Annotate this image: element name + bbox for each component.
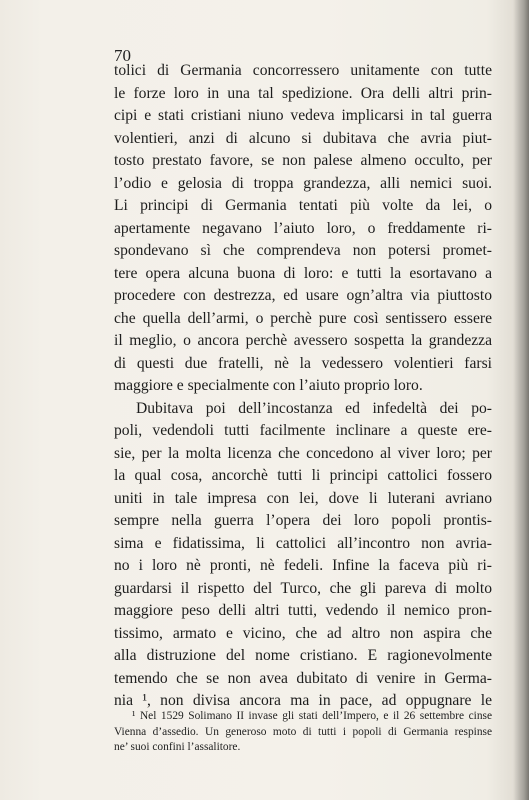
text-line: di questi due fratelli, nè la vedessero volentieri farsi [114, 354, 492, 372]
text-line: uniti in tale impresa con lei, dove li luterani avriano [114, 489, 492, 507]
text-line: Li principi di Germania tentati più volte da lei, o [114, 197, 492, 214]
text-line: sie, per la molta licenza che concedono al viver loro; per [114, 444, 492, 462]
text-line: nia ¹, non divisa ancora ma in pace, ad oppugnare le [114, 692, 492, 709]
footnote [114, 709, 492, 756]
text-line: spondevano sì che comprendeva non potersi promet- [114, 242, 492, 259]
text-line: Dubitava poi dell’incostanza ed infedeltà dei po- [136, 399, 492, 417]
text-line: che quella dell’armi, o perchè pure così sentissero essere [114, 309, 492, 327]
text-line: cipi e stati cristiani niuno vedeva implicarsi in tal guerra [114, 107, 492, 124]
text-line: volentieri, anzi di alcuno si dubitava che avria piut- [114, 129, 492, 147]
text-line: l’odio e gelosia di troppa grandezza, alli nemici suoi. [114, 174, 492, 192]
text-line: tissimo, armato e vicino, che ad altro non aspira che [114, 624, 492, 642]
text-line: tolici di Germania concorressero unitamente con tutte [114, 62, 492, 79]
paragraph-2 [114, 398, 492, 713]
text-line: no i loro nè pronti, nè fedeli. Infine la faceva più ri- [114, 557, 492, 574]
text-line: poli, vedendoli tutti facilmente inclinare a queste ere- [114, 422, 492, 439]
text-line: sempre nella guerra l’opera dei loro popoli prontis- [114, 512, 492, 529]
text-line: sima e fidatissima, li cattolici all’incontro non avria- [114, 534, 492, 552]
footnote-line: ne’ suoi confini l’assalitore. [114, 741, 241, 753]
footnote-line: Vienna d’assedio. Un generoso moto di tutti i popoli di Germania respinse [114, 725, 492, 738]
text-line: tosto prestato favore, se non palese almeno occulto, per [114, 152, 492, 169]
text-line: la qual cosa, ancorchè tutti li principi cattolici fossero [114, 467, 492, 484]
text-line: le forze loro in una tal spedizione. Ora delli altri prin- [114, 84, 492, 102]
text-line: il meglio, o ancora perchè avessero sospetta la grandezza [114, 332, 492, 349]
text-line: tere opera alcuna buona di loro: e tutti la esortavano a [114, 264, 492, 282]
text-line: apertamente negavano l’aiuto loro, o freddamente ri- [114, 219, 492, 237]
page-number: 70 [114, 46, 131, 65]
footnote-line: ¹ Nel 1529 Solimano II invase gli stati dell’Impero, e il 26 settembre cinse [132, 710, 492, 722]
text-line: procedere con destrezza, ed usare ogn’altra via piuttosto [114, 287, 492, 304]
text-line: maggiore peso delli altri tutti, vedendo il nemico pron- [114, 602, 492, 619]
text-line: guardarsi il rispetto del Turco, che gli pareva di molto [114, 579, 492, 597]
body-text [114, 60, 492, 713]
page-edge-shadow [513, 0, 529, 800]
text-line: alla distruzione del nome cristiano. E ragionevolmente [114, 647, 492, 664]
text-line: maggiore e specialmente con l’aiuto proprio loro. [114, 377, 423, 394]
text-line: temendo che se non avea dubitato di venire in Germa- [114, 669, 492, 687]
paragraph-1 [114, 60, 492, 398]
